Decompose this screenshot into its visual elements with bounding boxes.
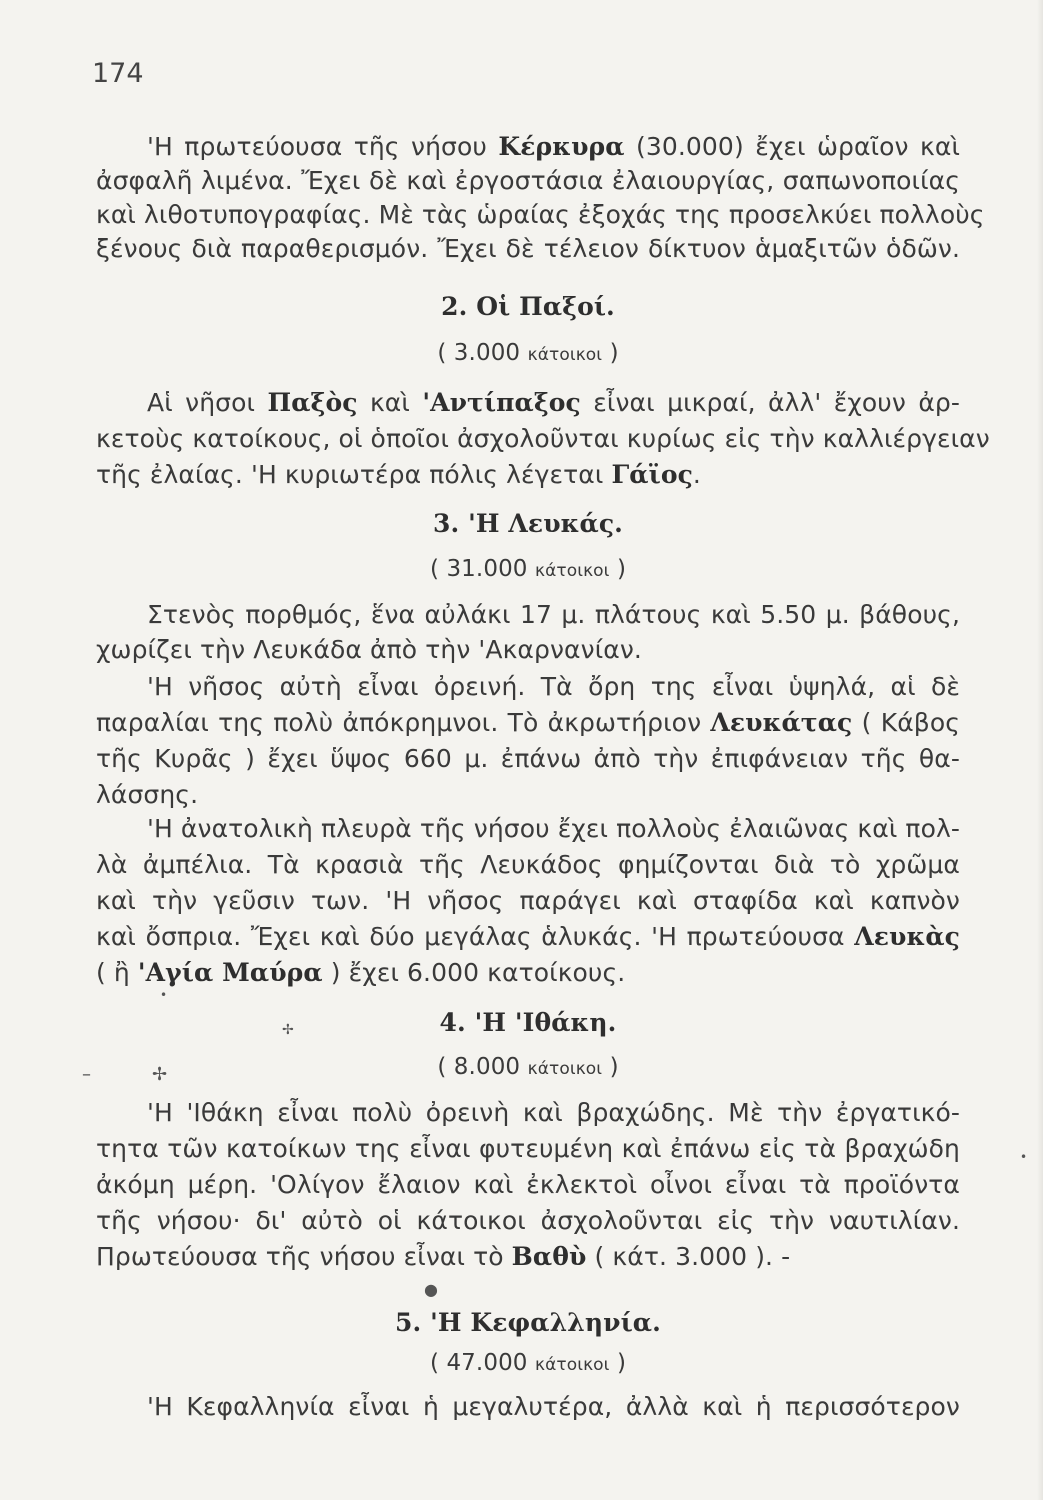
ink-speck: • — [1020, 1150, 1028, 1164]
paragraph-line: Πρωτεύουσα τῆς νήσου εἶναι τὸ Βαθὺ ( κάτ. 3.000 ). - — [96, 1242, 791, 1271]
page-number: 174 — [92, 58, 144, 89]
paragraph-line: ἀκόμη μέρη. 'Ολίγον ἔλαιον καὶ ἐκλεκτοὶ οἶνοι εἶναι τὰ προϊόντα — [96, 1170, 960, 1199]
ink-speck: ✢ — [282, 1022, 294, 1038]
population-note: ( 31.000 κάτοικοι ) — [429, 556, 627, 582]
paragraph-line: καὶ λιθοτυπογραφίας. Μὲ τὰς ὡραίας ἐξοχάς της προσελκύει πολλοὺς — [96, 200, 985, 229]
section-heading: 5. 'Η Κεφαλληνία. — [395, 1308, 661, 1337]
population-note: ( 47.000 κάτοικοι ) — [429, 1350, 627, 1376]
paragraph-line: ξένους διὰ παραθερισμόν. Ἔχει δὲ τέλειον δίκτυον ἁμαξιτῶν ὁδῶν. — [96, 234, 960, 263]
ink-speck: • — [160, 988, 168, 1002]
paragraph-line: λὰ ἀμπέλια. Τὰ κρασιὰ τῆς Λευκάδος φημίζονται διὰ τὸ χρῶμα — [96, 850, 960, 879]
paragraph-line: λάσσης. — [96, 780, 199, 809]
paragraph-line: ἀσφαλῆ λιμένα. Ἔχει δὲ καὶ ἐργοστάσια ἐλαιουργίας, σαπωνοποιίας — [96, 166, 960, 195]
ink-speck: – — [82, 1064, 91, 1085]
paragraph-line: τῆς νήσου· δι' αὐτὸ οἱ κάτοικοι ἀσχολοῦνται εἰς τὴν ναυτιλίαν. — [96, 1206, 960, 1235]
paragraph-line: Στενὸς πορθμός, ἕνα αὐλάκι 17 μ. πλάτους καὶ 5.50 μ. βάθους, — [147, 600, 960, 629]
paragraph-line: 'Η 'Ιθάκη εἶναι πολὺ ὀρεινὴ καὶ βραχώδης. Μὲ τὴν ἐργατικό- — [147, 1098, 960, 1127]
ink-speck: ✢ — [152, 1064, 168, 1085]
paragraph-line: χωρίζει τὴν Λευκάδα ἀπὸ τὴν 'Ακαρνανίαν. — [96, 635, 642, 664]
paragraph-line: Αἱ νῆσοι Παξὸς καὶ 'Αντίπαξος εἶναι μικραί, ἀλλ' ἔχουν ἀρ- — [147, 388, 961, 417]
population-note: ( 3.000 κάτοικοι ) — [437, 340, 619, 366]
section-heading: 3. 'Η Λευκάς. — [433, 509, 623, 538]
paragraph-line: κετοὺς κατοίκους, οἱ ὁποῖοι ἀσχολοῦνται κυρίως εἰς τὴν καλλιέργειαν — [96, 424, 990, 453]
paragraph-line: 'Η Κεφαλληνία εἶναι ἡ μεγαλυτέρα, ἀλλὰ καὶ ἡ περισσότερον — [147, 1392, 960, 1421]
paragraph-line: τῆς Κυρᾶς ) ἔχει ὕψος 660 μ. ἐπάνω ἀπὸ τὴν ἐπιφάνειαν τῆς θα- — [96, 744, 960, 773]
ink-speck: ● — [424, 1280, 438, 1299]
paragraph-line: καὶ ὄσπρια. Ἔχει καὶ δύο μεγάλας ἁλυκάς. 'Η πρωτεύουσα Λευκὰς — [96, 922, 960, 951]
paragraph-line: τῆς ἐλαίας. 'Η κυριωτέρα πόλις λέγεται Γάϊος. — [96, 460, 701, 489]
section-heading: 4. 'Η 'Ιθάκη. — [439, 1008, 617, 1037]
paragraph-line: παραλίαι της πολὺ ἀπόκρημνοι. Τὸ ἀκρωτήριον Λευκάτας ( Κάβος — [96, 708, 960, 737]
scan-edge — [1037, 0, 1043, 1500]
paragraph-line: 'Η νῆσος αὐτὴ εἶναι ὀρεινή. Τὰ ὄρη της εἶναι ὑψηλά, αἱ δὲ — [147, 672, 960, 701]
paragraph-line: τητα τῶν κατοίκων της εἶναι φυτευμένη καὶ ἐπάνω εἰς τὰ βραχώδη — [96, 1134, 960, 1163]
population-note: ( 8.000 κάτοικοι ) — [437, 1054, 619, 1080]
paragraph-line: ( ἢ 'Αγία Μαύρα ) ἔχει 6.000 κατοίκους. — [96, 958, 626, 987]
paragraph-line: καὶ τὴν γεῦσιν των. 'Η νῆσος παράγει καὶ σταφίδα καὶ καπνὸν — [96, 886, 960, 915]
paragraph-line: 'Η πρωτεύουσα τῆς νήσου Κέρκυρα (30.000) ἔχει ὡραῖον καὶ — [147, 132, 961, 161]
section-heading: 2. Οἱ Παξοί. — [441, 292, 615, 321]
paragraph-line: 'Η ἀνατολικὴ πλευρὰ τῆς νήσου ἔχει πολλοὺς ἐλαιῶνας καὶ πολ- — [147, 814, 960, 843]
